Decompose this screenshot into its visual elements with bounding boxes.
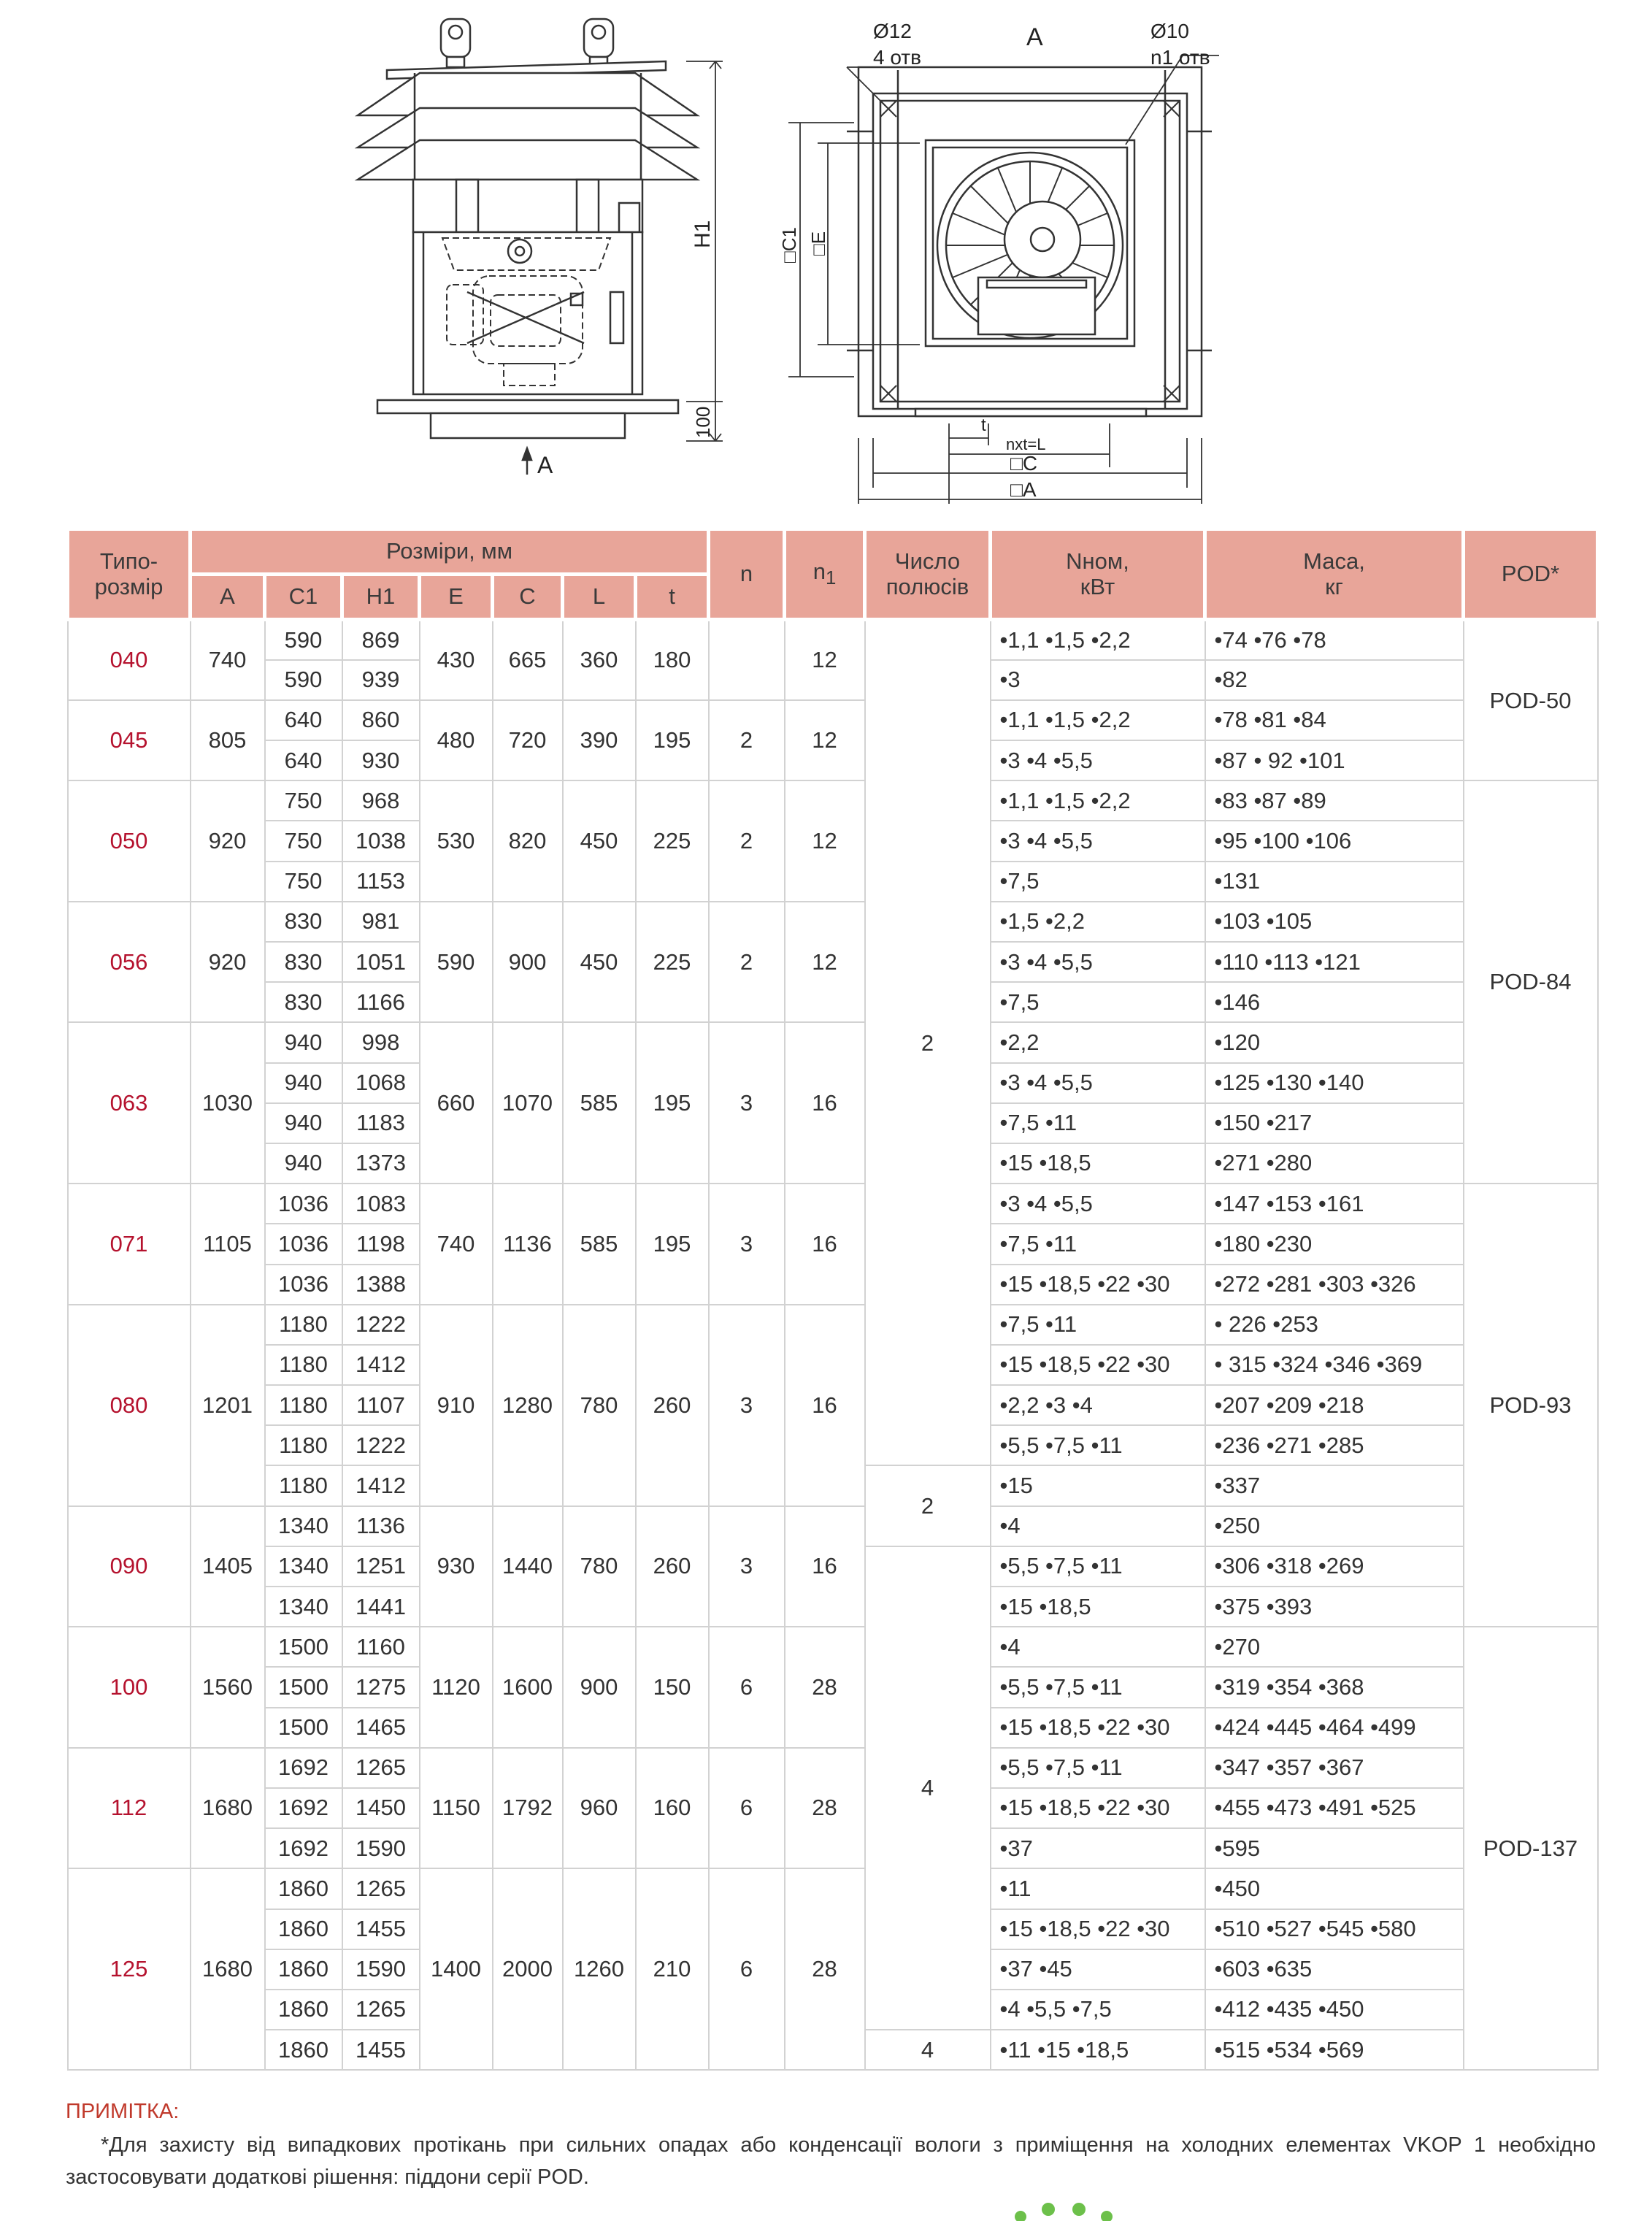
dim-a-cell: 740	[191, 620, 265, 700]
dim-c1-cell: 1180	[265, 1425, 342, 1465]
header-mass	[1205, 529, 1464, 620]
dim-e-cell: 1400	[420, 1868, 493, 2070]
n-cell: 3	[709, 1506, 785, 1627]
mass-cell: • 226 •253	[1205, 1305, 1464, 1345]
table-row	[68, 1022, 1598, 1062]
mass-cell: •131	[1205, 862, 1464, 902]
n1-cell: 12	[785, 902, 865, 1023]
dim-c1-cell: 590	[265, 620, 342, 660]
table-row	[68, 1184, 1598, 1224]
table-row	[68, 1627, 1598, 1667]
dim-h1-cell: 1222	[342, 1305, 420, 1345]
header-col-l: L	[563, 575, 636, 620]
size-cell: 100	[68, 1627, 191, 1748]
dim-e-cell: 590	[420, 902, 493, 1023]
dim-l-cell: 900	[563, 1627, 636, 1748]
power-cell: •3 •4 •5,5	[991, 740, 1205, 780]
power-cell: •7,5	[991, 862, 1205, 902]
size-cell: 063	[68, 1022, 191, 1184]
power-cell: •4 •5,5 •7,5	[991, 1990, 1205, 2030]
dim-c-cell: 1070	[493, 1022, 563, 1184]
n-cell: 3	[709, 1305, 785, 1506]
dim-c1-cell: 940	[265, 1022, 342, 1062]
mass-cell: •412 •435 •450	[1205, 1990, 1464, 2030]
dim-c1-cell: 940	[265, 1063, 342, 1103]
dim-h1-cell: 1265	[342, 1868, 420, 1909]
power-cell: •7,5 •11	[991, 1103, 1205, 1143]
mass-cell: •87 • 92 •101	[1205, 740, 1464, 780]
dim-a-cell: 1201	[191, 1305, 265, 1506]
hole-dia-10-label: Ø10	[1150, 20, 1189, 42]
dim-h1-cell: 860	[342, 700, 420, 740]
power-cell: •5,5 •7,5 •11	[991, 1748, 1205, 1788]
table-body	[68, 620, 1598, 2071]
dim-e-cell: 430	[420, 620, 493, 700]
dim-c1-cell: 750	[265, 821, 342, 861]
lifting-eye-right-icon	[584, 19, 613, 67]
dim-t-cell: 195	[636, 1184, 709, 1305]
power-cell: •4	[991, 1627, 1205, 1667]
dim-h1-cell: 1051	[342, 942, 420, 982]
lifting-eye-left-icon	[441, 19, 470, 67]
mass-cell: •103 •105	[1205, 902, 1464, 942]
pod-cell: POD-137	[1464, 1627, 1598, 2070]
mass-cell: •250	[1205, 1506, 1464, 1546]
dim-c1-cell: 1180	[265, 1345, 342, 1385]
dim-a-label: □A	[1010, 478, 1037, 501]
power-cell: •15 •18,5 •22 •30	[991, 1345, 1205, 1385]
dim-t-cell: 225	[636, 902, 709, 1023]
n1-cell: 12	[785, 780, 865, 902]
dim-c1-cell: 1036	[265, 1265, 342, 1305]
header-n1-text: n	[812, 559, 826, 585]
mass-cell: •78 •81 •84	[1205, 700, 1464, 740]
power-cell: •1,1 •1,5 •2,2	[991, 700, 1205, 740]
pod-cell: POD-50	[1464, 620, 1598, 781]
dim-t-cell: 260	[636, 1506, 709, 1627]
front-view-drawing	[788, 55, 1219, 504]
mass-cell: •271 •280	[1205, 1143, 1464, 1184]
header-col-a: A	[191, 575, 265, 620]
dim-h1-cell: 1183	[342, 1103, 420, 1143]
dim-l-cell: 780	[563, 1305, 636, 1506]
dim-h1-cell: 1373	[342, 1143, 420, 1184]
n1-cell: 12	[785, 700, 865, 780]
dim-c1-label: □C1	[778, 227, 800, 263]
mass-cell: •319 •354 •368	[1205, 1667, 1464, 1707]
mass-cell: •95 •100 •106	[1205, 821, 1464, 861]
dim-l-cell: 585	[563, 1184, 636, 1305]
dim-h1-cell: 998	[342, 1022, 420, 1062]
dim-h1-cell: 1251	[342, 1546, 420, 1587]
dim-c-cell: 720	[493, 700, 563, 780]
power-cell: •15 •18,5	[991, 1587, 1205, 1627]
dim-c1-cell: 640	[265, 700, 342, 740]
n1-cell: 28	[785, 1627, 865, 1748]
dim-l-cell: 1260	[563, 1868, 636, 2070]
dim-c-cell: 1136	[493, 1184, 563, 1305]
n-cell: 6	[709, 1868, 785, 2070]
power-cell: •4	[991, 1506, 1205, 1546]
dim-h1-cell: 1198	[342, 1224, 420, 1264]
header-power	[991, 529, 1205, 620]
size-cell: 045	[68, 700, 191, 780]
dim-a-cell: 1030	[191, 1022, 265, 1184]
header-col-c1: C1	[265, 575, 342, 620]
dim-100-label: 100	[692, 406, 714, 438]
dim-c1-cell: 940	[265, 1143, 342, 1184]
mass-cell: •270	[1205, 1627, 1464, 1667]
mass-cell: •272 •281 •303 •326	[1205, 1265, 1464, 1305]
dim-h1-cell: 1265	[342, 1748, 420, 1788]
dim-e-cell: 1150	[420, 1748, 493, 1869]
dim-c1-cell: 1500	[265, 1708, 342, 1748]
header-mass-l2: кг	[1325, 573, 1343, 599]
mass-cell: •150 •217	[1205, 1103, 1464, 1143]
dim-e-cell: 930	[420, 1506, 493, 1627]
mass-cell: •83 •87 •89	[1205, 780, 1464, 821]
n1-cell: 28	[785, 1868, 865, 2070]
power-cell: •3 •4 •5,5	[991, 942, 1205, 982]
dim-c-cell: 1600	[493, 1627, 563, 1748]
table-row	[68, 1506, 1598, 1546]
dim-c1-cell: 1180	[265, 1465, 342, 1505]
table-row	[68, 1868, 1598, 1909]
dim-l-cell: 780	[563, 1506, 636, 1627]
power-cell: •2,2 •3 •4	[991, 1385, 1205, 1425]
mass-cell: •595	[1205, 1828, 1464, 1868]
dim-c1-cell: 750	[265, 780, 342, 821]
hole-count-n1-label: n1 отв	[1150, 46, 1210, 69]
n1-cell: 16	[785, 1305, 865, 1506]
dim-l-cell: 960	[563, 1748, 636, 1869]
power-cell: •5,5 •7,5 •11	[991, 1546, 1205, 1587]
header-type	[68, 529, 191, 620]
dim-h1-cell: 1038	[342, 821, 420, 861]
dim-c1-cell: 830	[265, 942, 342, 982]
note-text: *Для захисту від випадкових протікань при сильних опадах або конденсації вологи з приміщення на холодних елементах VKOP 1 необхідно застосовувати додаткові рішення: піддони серії POD.	[66, 2133, 1596, 2189]
dim-a-cell: 920	[191, 902, 265, 1023]
dim-l-cell: 585	[563, 1022, 636, 1184]
table-row	[68, 1748, 1598, 1788]
dim-h1-cell: 939	[342, 660, 420, 700]
dim-c1-cell: 940	[265, 1103, 342, 1143]
dim-h1-cell: 1068	[342, 1063, 420, 1103]
dim-t-cell: 150	[636, 1627, 709, 1748]
dim-c1-cell: 1180	[265, 1305, 342, 1345]
header-dimensions: Розміри, мм	[191, 529, 709, 575]
n1-cell: 28	[785, 1748, 865, 1869]
dim-a-cell: 1680	[191, 1748, 265, 1869]
dim-t-cell: 210	[636, 1868, 709, 2070]
n-cell: 6	[709, 1627, 785, 1748]
header-col-e: E	[420, 575, 493, 620]
dim-e-cell: 1120	[420, 1627, 493, 1748]
power-cell: •15 •18,5 •22 •30	[991, 1788, 1205, 1828]
n1-cell: 12	[785, 620, 865, 700]
dim-c1-cell: 1860	[265, 1949, 342, 1990]
poles-cell: 2	[865, 1465, 991, 1546]
power-cell: •3 •4 •5,5	[991, 1184, 1205, 1224]
dim-l-cell: 390	[563, 700, 636, 780]
mass-cell: •306 •318 •269	[1205, 1546, 1464, 1587]
power-cell: •3	[991, 660, 1205, 700]
specification-table	[66, 527, 1599, 2071]
header-col-t: t	[636, 575, 709, 620]
mass-cell: •110 •113 •121	[1205, 942, 1464, 982]
dim-c-cell: 1280	[493, 1305, 563, 1506]
dim-c1-cell: 830	[265, 902, 342, 942]
dim-a-cell: 805	[191, 700, 265, 780]
mass-cell: •375 •393	[1205, 1587, 1464, 1627]
power-cell: •1,1 •1,5 •2,2	[991, 780, 1205, 821]
dim-h1-cell: 1412	[342, 1345, 420, 1385]
dim-h1-cell: 1222	[342, 1425, 420, 1465]
dim-t-cell: 180	[636, 620, 709, 700]
dim-c1-cell: 1340	[265, 1546, 342, 1587]
power-cell: •5,5 •7,5 •11	[991, 1667, 1205, 1707]
dim-h1-cell: 1590	[342, 1949, 420, 1990]
size-cell: 056	[68, 902, 191, 1023]
mass-cell: •424 •445 •464 •499	[1205, 1708, 1464, 1748]
table-row	[68, 700, 1598, 740]
power-cell: •3 •4 •5,5	[991, 1063, 1205, 1103]
dim-c1-cell: 830	[265, 982, 342, 1022]
dim-c1-cell: 1180	[265, 1385, 342, 1425]
dim-h1-cell: 1166	[342, 982, 420, 1022]
size-cell: 050	[68, 780, 191, 902]
power-cell: •15 •18,5 •22 •30	[991, 1265, 1205, 1305]
power-cell: •7,5	[991, 982, 1205, 1022]
n-cell: 3	[709, 1022, 785, 1184]
dim-e-cell: 740	[420, 1184, 493, 1305]
dim-c-cell: 900	[493, 902, 563, 1023]
pod-cell: POD-93	[1464, 1184, 1598, 1627]
dim-c1-cell: 640	[265, 740, 342, 780]
dim-a-cell: 1105	[191, 1184, 265, 1305]
dim-h1-cell: 968	[342, 780, 420, 821]
mass-cell: •180 •230	[1205, 1224, 1464, 1264]
dim-c-cell: 665	[493, 620, 563, 700]
dim-nxt-label: nxt=L	[1006, 435, 1046, 453]
dim-t-cell: 260	[636, 1305, 709, 1506]
dim-h1-label: H1	[691, 220, 715, 248]
dim-c1-cell: 1692	[265, 1828, 342, 1868]
dim-h1-cell: 1160	[342, 1627, 420, 1667]
mass-cell: •603 •635	[1205, 1949, 1464, 1990]
mass-cell: •74 •76 •78	[1205, 620, 1464, 660]
header-n1-sub: 1	[825, 568, 837, 589]
dim-h1-cell: 1388	[342, 1265, 420, 1305]
dim-a-cell: 920	[191, 780, 265, 902]
dim-h1-cell: 1450	[342, 1788, 420, 1828]
dim-h1-cell: 1455	[342, 2030, 420, 2070]
power-cell: •37	[991, 1828, 1205, 1868]
dim-l-cell: 450	[563, 902, 636, 1023]
table-row	[68, 780, 1598, 821]
n-cell: 6	[709, 1748, 785, 1869]
dim-c1-cell: 1036	[265, 1224, 342, 1264]
mass-cell: •515 •534 •569	[1205, 2030, 1464, 2070]
header-power-l1: Nном,	[1066, 548, 1129, 575]
dim-t-label: t	[981, 415, 986, 435]
dim-t-cell: 160	[636, 1748, 709, 1869]
n-cell: 2	[709, 700, 785, 780]
dim-l-cell: 360	[563, 620, 636, 700]
mass-cell: •120	[1205, 1022, 1464, 1062]
mass-cell: • 315 •324 •346 •369	[1205, 1345, 1464, 1385]
power-cell: •15 •18,5 •22 •30	[991, 1708, 1205, 1748]
technical-drawings	[0, 0, 1652, 526]
dim-h1-cell: 1455	[342, 1909, 420, 1949]
dim-c1-cell: 1340	[265, 1587, 342, 1627]
dim-c1-cell: 1860	[265, 1990, 342, 2030]
n-cell	[709, 620, 785, 700]
power-cell: •7,5 •11	[991, 1305, 1205, 1345]
n1-cell: 16	[785, 1022, 865, 1184]
n-cell: 3	[709, 1184, 785, 1305]
dim-c1-cell: 1340	[265, 1506, 342, 1546]
view-title-a: A	[1026, 23, 1043, 51]
n-cell: 2	[709, 902, 785, 1023]
size-cell: 071	[68, 1184, 191, 1305]
size-cell: 090	[68, 1506, 191, 1627]
dim-c-label: □C	[1010, 452, 1038, 475]
dim-e-cell: 530	[420, 780, 493, 902]
pod-cell: POD-84	[1464, 780, 1598, 1184]
n1-cell: 16	[785, 1506, 865, 1627]
poles-cell: 2	[865, 620, 991, 1466]
dim-a-cell: 1560	[191, 1627, 265, 1748]
dim-a-cell: 1680	[191, 1868, 265, 2070]
note-title: ПРИМІТКА:	[66, 2100, 180, 2123]
hole-dia-12-label: Ø12	[873, 20, 912, 42]
dim-c1-cell: 1860	[265, 2030, 342, 2070]
power-cell: •3 •4 •5,5	[991, 821, 1205, 861]
dim-h1-cell: 1107	[342, 1385, 420, 1425]
mass-cell: •450	[1205, 1868, 1464, 1909]
n1-cell: 16	[785, 1184, 865, 1305]
dim-t-cell: 195	[636, 1022, 709, 1184]
size-cell: 125	[68, 1868, 191, 2070]
dim-c1-cell: 750	[265, 862, 342, 902]
dim-c1-cell: 1692	[265, 1748, 342, 1788]
power-cell: •11	[991, 1868, 1205, 1909]
mass-cell: •207 •209 •218	[1205, 1385, 1464, 1425]
power-cell: •7,5 •11	[991, 1224, 1205, 1264]
power-cell: •15	[991, 1465, 1205, 1505]
mass-cell: •125 •130 •140	[1205, 1063, 1464, 1103]
size-cell: 080	[68, 1305, 191, 1506]
dim-h1-cell: 1590	[342, 1828, 420, 1868]
power-cell: •15 •18,5 •22 •30	[991, 1909, 1205, 1949]
view-arrow-label: A	[537, 452, 553, 478]
header-n1	[785, 529, 865, 620]
header-col-h1: H1	[342, 575, 420, 620]
table-row	[68, 620, 1598, 660]
dim-c1-cell: 1692	[265, 1788, 342, 1828]
header-n: n	[709, 529, 785, 620]
table-row	[68, 1305, 1598, 1345]
dim-h1-cell: 1136	[342, 1506, 420, 1546]
mass-cell: •347 •357 •367	[1205, 1748, 1464, 1788]
mass-cell: •455 •473 •491 •525	[1205, 1788, 1464, 1828]
dim-e-cell: 660	[420, 1022, 493, 1184]
hole-count-4-label: 4 отв	[873, 46, 922, 69]
dim-c-cell: 1440	[493, 1506, 563, 1627]
power-cell: •1,5 •2,2	[991, 902, 1205, 942]
dim-c1-cell: 1500	[265, 1627, 342, 1667]
dim-t-cell: 225	[636, 780, 709, 902]
header-power-l2: кВт	[1080, 573, 1115, 599]
poles-cell: 4	[865, 1546, 991, 2030]
power-cell: •5,5 •7,5 •11	[991, 1425, 1205, 1465]
dim-h1-cell: 981	[342, 902, 420, 942]
side-view-drawing	[358, 19, 723, 475]
dim-c1-cell: 590	[265, 660, 342, 700]
dim-c-cell: 2000	[493, 1868, 563, 2070]
mass-cell: •82	[1205, 660, 1464, 700]
dim-a-cell: 1405	[191, 1506, 265, 1627]
size-cell: 112	[68, 1748, 191, 1869]
size-cell: 040	[68, 620, 191, 700]
mass-cell: •510 •527 •545 •580	[1205, 1909, 1464, 1949]
dim-c-cell: 1792	[493, 1748, 563, 1869]
header-mass-l1: Маса,	[1303, 548, 1365, 575]
dim-h1-cell: 930	[342, 740, 420, 780]
dim-c1-cell: 1500	[265, 1667, 342, 1707]
dim-c-cell: 820	[493, 780, 563, 902]
dim-h1-cell: 1265	[342, 1990, 420, 2030]
dim-h1-cell: 1441	[342, 1587, 420, 1627]
dim-e-label: □E	[807, 231, 829, 256]
dim-h1-cell: 1412	[342, 1465, 420, 1505]
header-poles: Число полюсів	[865, 529, 991, 620]
table-row	[68, 902, 1598, 942]
dim-h1-cell: 869	[342, 620, 420, 660]
dim-h1-cell: 1465	[342, 1708, 420, 1748]
dim-t-cell: 195	[636, 700, 709, 780]
mass-cell: •147 •153 •161	[1205, 1184, 1464, 1224]
dim-l-cell: 450	[563, 780, 636, 902]
header-pod: POD*	[1464, 529, 1598, 620]
dim-c1-cell: 1860	[265, 1868, 342, 1909]
dim-h1-cell: 1153	[342, 862, 420, 902]
decorative-dots-icon	[1006, 2198, 1123, 2221]
dim-c1-cell: 1036	[265, 1184, 342, 1224]
mass-cell: •236 •271 •285	[1205, 1425, 1464, 1465]
power-cell: •15 •18,5	[991, 1143, 1205, 1184]
dim-c1-cell: 1860	[265, 1909, 342, 1949]
power-cell: •37 •45	[991, 1949, 1205, 1990]
header-col-c: C	[493, 575, 563, 620]
n-cell: 2	[709, 780, 785, 902]
poles-cell: 4	[865, 2030, 991, 2070]
mass-cell: •337	[1205, 1465, 1464, 1505]
power-cell: •11 •15 •18,5	[991, 2030, 1205, 2070]
header-type-text: Типо-розмір	[94, 548, 164, 599]
power-cell: •2,2	[991, 1022, 1205, 1062]
dim-e-cell: 910	[420, 1305, 493, 1506]
dim-h1-cell: 1083	[342, 1184, 420, 1224]
dim-e-cell: 480	[420, 700, 493, 780]
mass-cell: •146	[1205, 982, 1464, 1022]
power-cell: •1,1 •1,5 •2,2	[991, 620, 1205, 660]
dim-h1-cell: 1275	[342, 1667, 420, 1707]
